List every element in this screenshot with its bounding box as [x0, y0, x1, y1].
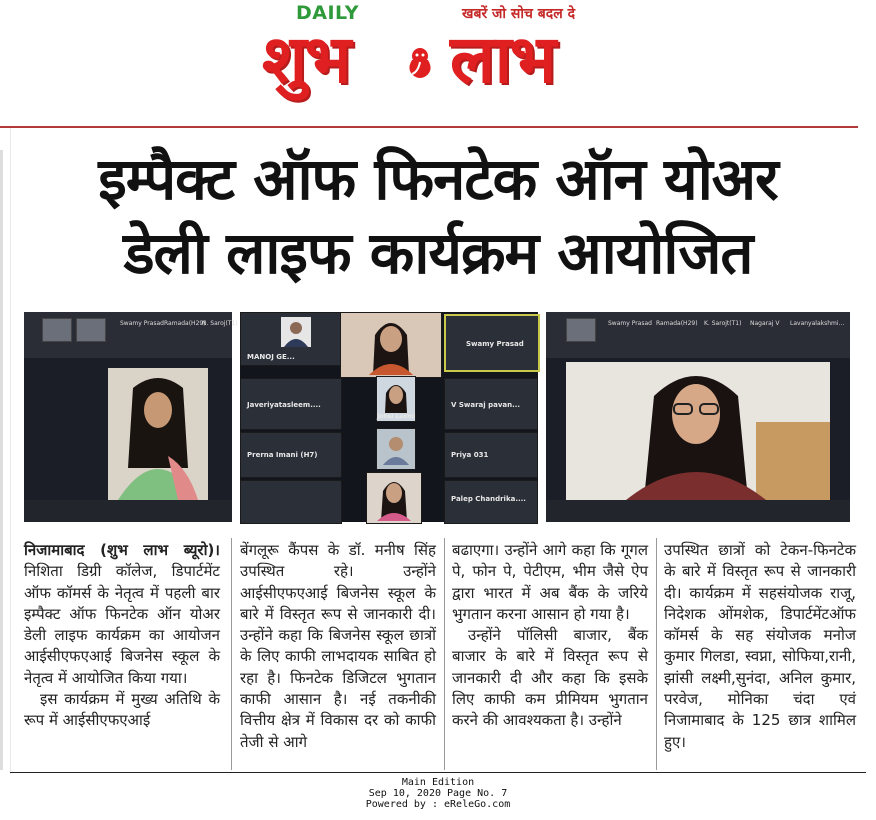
masthead-rule: [0, 126, 858, 128]
participant-label: Nagaraj V: [750, 320, 780, 327]
gallery-tile: [240, 480, 342, 524]
page-footer: [0, 777, 876, 810]
article-column-3: [452, 540, 648, 732]
gallery-tile: [376, 428, 416, 470]
gallery-tile: [376, 376, 416, 422]
column-3-text: बढाएगा। उन्होंने आगे कहा कि गूगल पे, फोन पे, पेटीएम, भीम जैसे ऐप द्वारा भारत में अब बैंक के जरिये भुगतान करना आसान हो गया है।: [452, 541, 648, 623]
masthead-tagline: खबरें जो सोच बदल दे: [462, 6, 576, 22]
gallery-tile: [240, 378, 342, 430]
article-dateline: निजामाबाद (शुभ लाभ ब्यूरो)।: [24, 541, 220, 559]
photo-video-call-speaker: [546, 312, 850, 522]
column-divider: [231, 538, 232, 770]
participant-thumb: [42, 318, 72, 342]
call-participant-strip: [546, 312, 850, 358]
participant-video: [369, 315, 413, 375]
footer-powered-by: Powered by : eReleGo.com: [365, 799, 511, 810]
tile-name: Priya 031: [451, 451, 489, 459]
gallery-tile: [444, 432, 538, 478]
tile-name: Swamy Prasad: [466, 340, 524, 348]
column-4-text: उपस्थित छात्रों को टेकन-फिनटेक के बारे में विस्तृत रूप से जानकारी दी। कार्यक्रम में सहसंयोजक राजू, निदेशक ओंमशेक, डिपार्टमेंटऑफ कॉमर्स के सह संयोजक मनोज कुमार गिलडा, स्वप्ना, सोफिया,रानी, झांसी लक्ष्मी,सुनंदा, अनिल कुमार, परवेज, मोनिका चंदा एवं निजामाबाद के 125 छात्र शामिल हुए।: [664, 541, 856, 751]
participant-video: [383, 433, 409, 465]
article-column-2: [240, 540, 436, 753]
column-1-paragraph-2: इस कार्यक्रम में मुख्य अतिथि के रूप में आईसीएफएआई: [24, 690, 220, 730]
footer-date-page: Sep 10, 2020 Page No. 7: [368, 788, 508, 799]
participant-label: Swamy Prasad: [120, 320, 164, 327]
logo-word-shubh: शुभ: [262, 21, 350, 98]
tile-name: MANOJ GE...: [247, 353, 295, 361]
participant-label: K. Sarojt(T1): [704, 320, 742, 327]
gallery-tile: [444, 480, 538, 524]
participant-video: [381, 379, 411, 413]
masthead: [0, 0, 876, 128]
participant-label: Lavanyalakshmi...: [790, 320, 845, 327]
column-divider: [656, 538, 657, 770]
gallery-tile: [340, 312, 442, 378]
participant-label: Ramada(H29): [164, 320, 206, 327]
headline-line-2: डेली लाइफ कार्यक्रम आयोजित: [123, 219, 753, 287]
participant-video: [377, 475, 411, 521]
speaker-video: [566, 362, 830, 500]
gallery-tile: [366, 472, 422, 524]
speaker-video: [108, 368, 208, 500]
column-3-paragraph-2: उन्होंने पॉलिसी बाजार, बैंक बाजार के बारे में विस्तृत रूप से जानकारी दी और कहा कि इसके लिए काफी कम प्रीमियम भुगतान करने की आवश्यकता है। उन्होंने: [452, 626, 648, 730]
participant-thumb: [566, 318, 596, 342]
gallery-tile-active: [444, 314, 540, 372]
call-participant-strip: [24, 312, 238, 358]
ganesh-icon: [400, 42, 440, 82]
gallery-tile: [240, 432, 342, 478]
participant-avatar: [281, 317, 311, 347]
logo-word-labh: लाभ: [450, 21, 555, 98]
tile-name: Prerna Imani (H7): [247, 451, 318, 459]
photo-video-call-1: [24, 312, 238, 522]
article-column-1: [24, 540, 220, 732]
footer-edition: Main Edition: [401, 777, 475, 788]
masthead-daily-label: DAILY: [296, 2, 359, 24]
footer-rule: [10, 772, 866, 773]
article-column-4: [664, 540, 856, 753]
tile-name: Javeriyatasleem....: [247, 401, 321, 409]
gallery-tile: [444, 378, 538, 430]
page-edge: [0, 150, 3, 770]
participant-label: N. Saroj(T1): [202, 320, 238, 327]
participant-label: Swamy Prasad: [608, 320, 652, 327]
call-controls-bar: [24, 500, 232, 522]
column-divider: [444, 538, 445, 770]
tile-name: Palep Chandrika....: [451, 495, 526, 503]
column-1-text: निशिता डिग्री कॉलेज, डिपार्टमेंट ऑफ कॉमर्स के नेतृत्व में पहली बार इम्पैक्ट ऑफ फिनटेक ऑन योअर डेली लाइफ कार्यक्रम का आयोजन आईसीएफएआई बिजनेस स्कूल के नेतृत्व में आयोजित किया गया।: [24, 562, 220, 687]
masthead-logo: [262, 20, 555, 100]
gallery-tile: [240, 312, 342, 366]
article-headline: [10, 142, 866, 290]
participant-label: Ramada(H29): [656, 320, 698, 327]
tile-name: Jonsi Laxmi: [377, 413, 416, 420]
tile-name: V Swaraj pavan...: [451, 401, 521, 409]
column-2-text: बेंगलूरू कैंपस के डॉ. मनीष सिंह उपस्थित रहे। उन्होंने आईसीएफएआई बिजनेस स्कूल के बारे में विस्तृत रूप से जानकारी दी। उन्होंने कहा कि बिजनेस स्कूल छात्रों के लिए काफी लाभदायक साबित हो रहा है। फिनटेक डिजिटल भुगतान काफी आसान है। नई तकनीकी वित्तीय क्षेत्र में विकास दर को काफी तेजी से आगे: [240, 541, 436, 751]
photo-video-call-gallery: [240, 312, 538, 522]
participant-thumb: [76, 318, 106, 342]
headline-line-1: इम्पैक्ट ऑफ फिनटेक ऑन योअर: [98, 145, 778, 213]
call-controls-bar: [546, 500, 850, 522]
